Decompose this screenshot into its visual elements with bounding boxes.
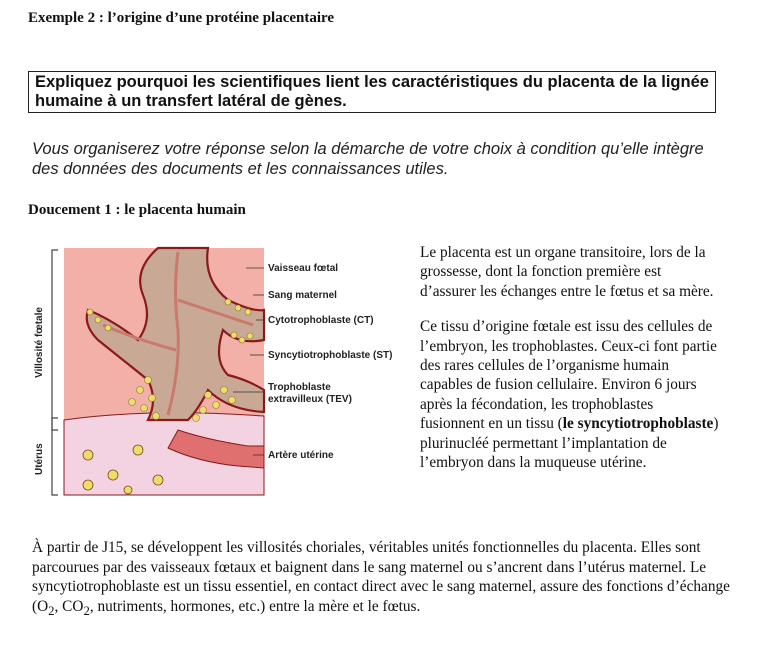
side-p2-bold: le syncytiotrophoblaste: [562, 415, 714, 433]
side-paragraph-2: [420, 317, 720, 472]
label-trophoblaste: Trophoblaste: [268, 382, 331, 393]
instructions-text: Vous organiserez votre réponse selon la démarche de votre choix à condition qu’elle intègre des données des documents et les connaissances utiles.: [32, 140, 704, 178]
question-box: Expliquez pourquoi les scientifiques lient les caractéristiques du placenta de la lignée humaine à un transfert latéral de gènes.: [28, 71, 716, 113]
side-p2-start: Ce tissu d’origine fœtale est issu des cellules de l’embryon, les trophoblastes. Ceux-ci font partie des rares cellules de l’organisme humain capables de fusion cellulaire. Environ 6 jours après la fécondation, les trophoblastes fusionnent en un tissu (: [420, 318, 717, 433]
subscript-o2: 2: [48, 603, 55, 618]
bottom-part-3: , nutriments, hormones, etc.) entre la mère et le fœtus.: [89, 597, 421, 615]
label-artere-uterine: Artère utérine: [268, 450, 334, 461]
villosite-bracket: [52, 250, 58, 495]
side-p2-end: ) plurinucléé permettant l’implantation de l’embryon dans la muqueuse utérine.: [420, 415, 719, 472]
bottom-part-2: , CO: [54, 597, 84, 615]
subscript-co2: 2: [83, 603, 90, 618]
label-sang-maternel: Sang maternel: [268, 290, 337, 301]
bottom-paragraph: [32, 538, 732, 621]
placenta-diagram: [28, 240, 413, 500]
label-cytotrophoblaste: Cytotrophoblaste (CT): [268, 315, 374, 326]
label-uterus: Utérus: [34, 443, 45, 475]
label-syncytiotrophoblaste: Syncytiotrophoblaste (ST): [268, 350, 393, 361]
label-extravilleux: extravilleux (TEV): [268, 394, 352, 405]
bottom-part-1: À partir de J15, se développent les villosités choriales, véritables unités fonctionnelles du placenta. Elles sont parcourues par des vaisseaux fœtaux et baignent dans le sang maternel ou s’ancrent dans l’utérus maternel. Le syncytiotrophoblaste est un tissu essentiel, en contact direct avec le sang maternel, assure des fonctions d’échange (O: [32, 539, 730, 615]
document-title: Doucement 1 : le placenta humain: [28, 202, 246, 218]
label-villosite-foetale: Villosité fœtale: [34, 307, 45, 378]
side-paragraph-1: Le placenta est un organe transitoire, lors de la grossesse, dont la fonction première est d’assurer les échanges entre le fœtus et sa mère.: [420, 244, 714, 300]
example-title: Exemple 2 : l’origine d’une protéine placentaire: [28, 10, 335, 26]
label-vaisseau-foetal: Vaisseau fœtal: [268, 263, 339, 274]
side-text: [420, 243, 720, 488]
